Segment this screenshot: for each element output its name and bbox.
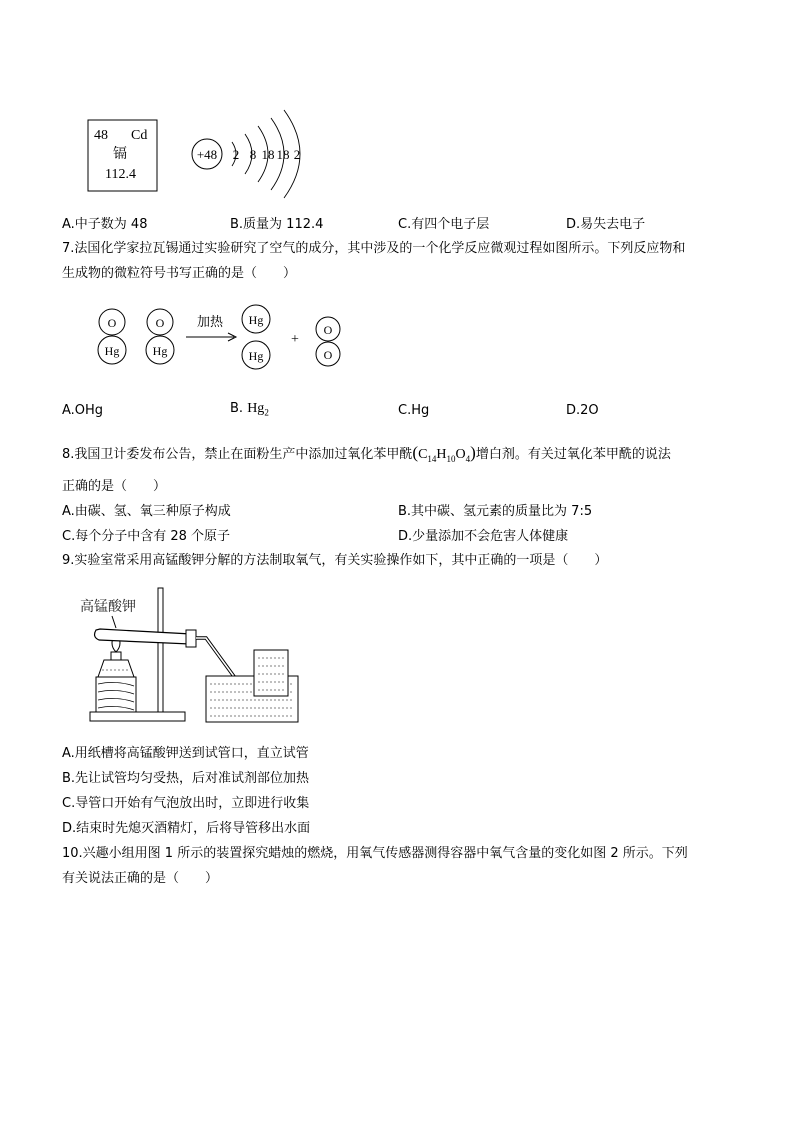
atom-o: O xyxy=(107,316,117,330)
q8-stem-line2: 正确的是（ ） xyxy=(62,479,167,494)
diagram-label: 高锰酸钾 xyxy=(80,600,136,615)
atom-hg: Hg xyxy=(248,349,264,363)
q10-stem-line1: 10.兴趣小组用图 1 所示的装置探究蜡烛的燃烧，用氧气传感器测得容器中氧气含量的变化如图 2 所示。下列 xyxy=(62,846,688,861)
atom-o: O xyxy=(155,316,165,330)
q7-option-b-prefix: B. xyxy=(230,401,248,416)
formula-o-sub: 4 xyxy=(465,453,471,464)
element-symbol: Cd xyxy=(131,128,148,143)
plus-sign: + xyxy=(291,332,299,347)
q8-option-a: A.由碳、氢、氧三种原子构成 xyxy=(62,504,231,519)
q7-option-b xyxy=(230,401,269,421)
q7-stem-line1: 7.法国化学家拉瓦锡通过实验研究了空气的成分，其中涉及的一个化学反应微观过程如图所示。下列反应物和 xyxy=(62,241,686,256)
q7-stem-line2: 生成物的微粒符号书写正确的是（ ） xyxy=(62,266,297,281)
test-tube xyxy=(95,629,191,644)
shell-4-electrons: 18 xyxy=(276,147,290,162)
nucleus-charge: +48 xyxy=(196,147,218,162)
q8-option-d: D.少量添加不会危害人体健康 xyxy=(398,529,569,544)
gas-collecting-bottle xyxy=(254,650,288,696)
q8-option-b: B.其中碳、氢元素的质量比为 7:5 xyxy=(398,504,593,519)
atom-o: O xyxy=(323,348,333,362)
q7-option-a: A.OHg xyxy=(62,403,104,418)
formula-c: C xyxy=(418,447,428,462)
q9-option-a: A.用纸槽将高锰酸钾送到试管口，直立试管 xyxy=(62,746,309,761)
q6-option-c: C.有四个电子层 xyxy=(398,217,490,232)
q6-option-d: D.易失去电子 xyxy=(566,217,646,232)
atom-hg: Hg xyxy=(152,344,168,358)
shell-1-electrons: 2 xyxy=(232,147,240,162)
q7-reaction-diagram xyxy=(0,295,794,375)
cadmium-figure xyxy=(0,0,794,215)
atom-hg: Hg xyxy=(104,344,120,358)
atom-o: O xyxy=(323,323,333,337)
element-number: 48 xyxy=(94,128,108,143)
q10-stem-line2: 有关说法正确的是（ ） xyxy=(62,871,219,886)
q8-stem-start: 8.我国卫计委发布公告，禁止在面粉生产中添加过氧化苯甲酰 xyxy=(62,447,413,462)
formula-o: O xyxy=(455,447,466,462)
q6-option-b: B.质量为 112.4 xyxy=(230,217,324,232)
q7-option-b-subscript: 2 xyxy=(264,407,269,418)
q7-option-d: D.2O xyxy=(566,403,599,418)
alcohol-lamp xyxy=(98,660,134,677)
q9-option-b: B.先让试管均匀受热，后对准试剂部位加热 xyxy=(62,771,310,786)
formula-h-sub: 10 xyxy=(446,453,456,464)
formula-open-paren: ( xyxy=(412,443,419,462)
shell-3-electrons: 18 xyxy=(261,147,275,162)
element-mass: 112.4 xyxy=(105,167,136,182)
q9-option-d: D.结束时先熄灭酒精灯，后将导管移出水面 xyxy=(62,821,311,836)
arrow-label: 加热 xyxy=(196,314,224,329)
q6-option-a: A.中子数为 48 xyxy=(62,217,148,232)
q7-option-b-formula: Hg xyxy=(247,401,265,416)
shell-2-electrons: 8 xyxy=(249,147,257,162)
q9-apparatus-diagram xyxy=(0,580,794,730)
q8-option-c: C.每个分子中含有 28 个原子 xyxy=(62,529,231,544)
formula-close-paren: ) xyxy=(470,443,476,462)
q7-option-c: C.Hg xyxy=(398,403,430,418)
q8-stem-line1 xyxy=(62,445,671,467)
shell-5-electrons: 2 xyxy=(293,147,301,162)
q9-option-c: C.导管口开始有气泡放出时，立即进行收集 xyxy=(62,796,310,811)
formula-h: H xyxy=(436,447,447,462)
q9-stem: 9.实验室常采用高锰酸钾分解的方法制取氧气，有关实验操作如下，其中正确的一项是（ ） xyxy=(62,553,608,568)
q8-formula xyxy=(412,443,476,464)
q8-stem-end: 增白剂。有关过氧化苯甲酰的说法 xyxy=(475,447,671,462)
atom-hg: Hg xyxy=(248,313,264,327)
formula-c-sub: 14 xyxy=(427,453,437,464)
element-name: 镉 xyxy=(113,147,127,162)
